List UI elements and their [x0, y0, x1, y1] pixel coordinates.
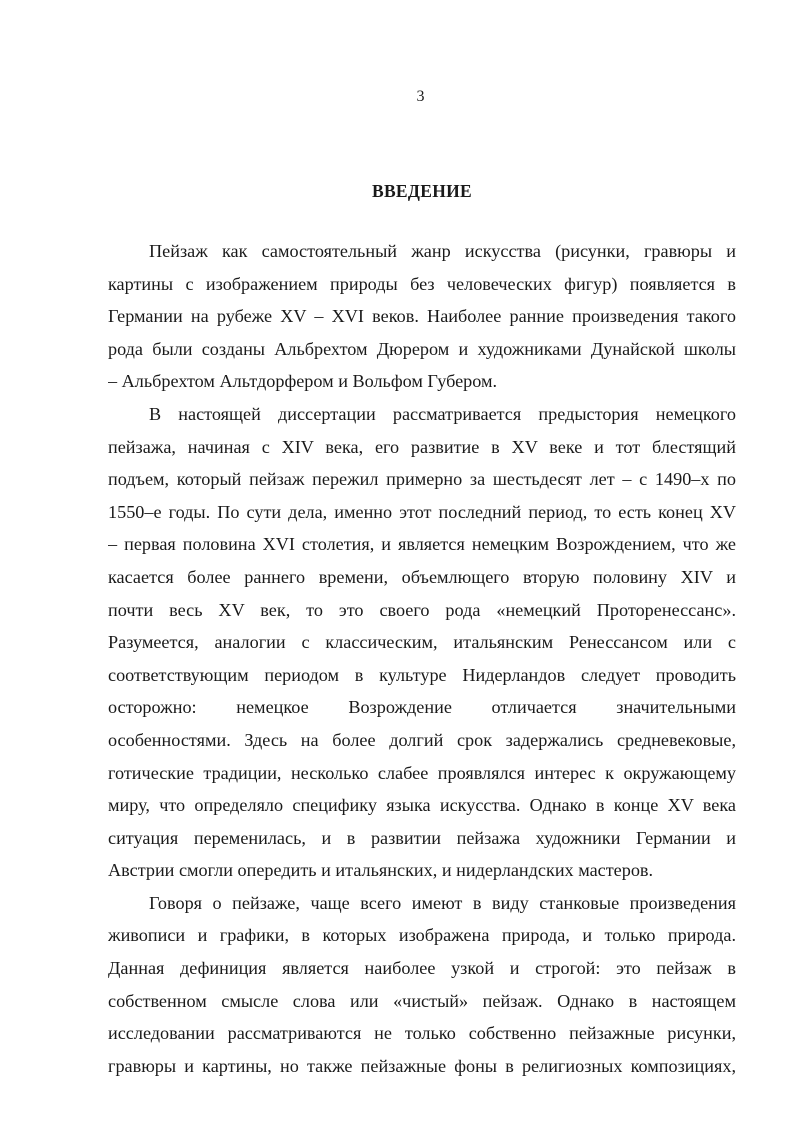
text-line: Германии на рубеже XV – XVI веков. Наиболее ранние произведения такого: [108, 306, 736, 327]
text-line: – Альбрехтом Альтдорфером и Вольфом Губером.: [108, 371, 498, 392]
text-line: живописи и графики, в которых изображена природа, и только природа.: [108, 925, 736, 946]
text-line: пейзажа, начиная с XIV века, его развитие в XV веке и тот блестящий: [108, 436, 736, 457]
paragraph-2: [108, 398, 736, 887]
text-line: соответствующим периодом в культуре Нидерландов следует проводить: [108, 664, 736, 685]
text-line: Пейзаж как самостоятельный жанр искусства (рисунки, гравюры и: [149, 241, 736, 261]
text-line: Говоря о пейзаже, чаще всего имеют в виду станковые произведения: [149, 892, 736, 913]
text-line: осторожно: немецкое Возрождение отличается значительными: [108, 697, 736, 718]
text-line: исследовании рассматриваются не только собственно пейзажные рисунки,: [108, 1023, 736, 1044]
text-line: готические традиции, несколько слабее проявлялся интерес к окружающему: [108, 762, 736, 783]
text-line: картины с изображением природы без человеческих фигур) появляется в: [108, 273, 736, 294]
text-line: почти весь XV век, то это своего рода «немецкий Проторенессанс».: [108, 599, 736, 620]
text-line: собственном смысле слова или «чистый» пейзаж. Однако в настоящем: [108, 990, 736, 1011]
text-line: – первая половина XVI столетия, и является немецким Возрождением, что же: [108, 534, 736, 555]
text-line: Австрии смогли опередить и итальянских, и нидерландских мастеров.: [108, 860, 654, 881]
text-line: Данная дефиниция является наиболее узкой и строгой: это пейзаж в: [108, 958, 736, 979]
body-text: [108, 235, 736, 1082]
text-line: гравюры и картины, но также пейзажные фоны в религиозных композициях,: [108, 1055, 736, 1076]
text-line: рода были созданы Альбрехтом Дюрером и художниками Дунайской школы: [108, 338, 736, 359]
paragraph-3: [108, 887, 736, 1083]
page-title: ВВЕДЕНИЕ: [371, 181, 473, 201]
page-number: 3: [416, 88, 425, 105]
text-line: миру, что определяло специфику языка искусства. Однако в конце XV века: [108, 795, 736, 816]
text-line: Разумеется, аналогии с классическим, итальянским Ренессансом или с: [108, 632, 736, 653]
text-line: особенностями. Здесь на более долгий срок задержались средневековые,: [108, 729, 736, 750]
text-line: 1550–е годы. По сути дела, именно этот последний период, то есть конец XV: [108, 501, 736, 522]
text-line: касается более раннего времени, объемлющего вторую половину XIV и: [108, 566, 736, 587]
paragraph-1: [108, 235, 736, 398]
text-line: В настоящей диссертации рассматривается предыстория немецкого: [149, 403, 736, 424]
text-line: ситуация переменилась, и в развитии пейзажа художники Германии и: [108, 827, 736, 848]
text-line: подъем, который пейзаж пережил примерно за шестьдесят лет – с 1490–х по: [108, 469, 736, 490]
